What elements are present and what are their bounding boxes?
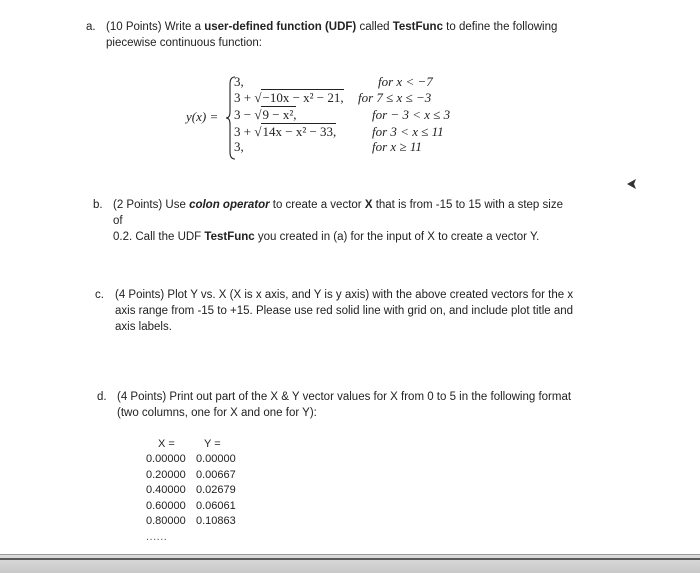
- equation-expr: 3,: [234, 74, 244, 89]
- window-edge-line: [0, 558, 700, 560]
- question-b-label: b.: [93, 199, 103, 211]
- output-table-header: [146, 437, 236, 452]
- equation-expr: 3 +: [234, 124, 255, 139]
- question-b-text: 0.2. Call the UDF: [113, 231, 205, 243]
- y-value: 0.00000: [196, 453, 236, 465]
- question-a-text: (10 Points) Write a: [106, 21, 205, 33]
- window-bottom-edge: [0, 554, 700, 573]
- testfunc-term: TestFunc: [392, 21, 443, 33]
- equation-cond-4: for 3 < x ≤ 11: [372, 124, 444, 139]
- equation-cond-2: for 7 ≤ x ≤ −3: [358, 90, 432, 105]
- x-value: 0.40000: [146, 484, 186, 496]
- table-row: [146, 452, 236, 468]
- equation-radicand: −10x − x² − 21,: [262, 90, 344, 105]
- x-value: 0.60000: [146, 499, 186, 512]
- question-a-text: to define the following: [442, 21, 558, 33]
- colon-operator-term: colon operator: [189, 199, 270, 211]
- question-b-text: that is from -15 to 15 with a step size of: [113, 199, 563, 227]
- equation-row-4: [234, 124, 336, 140]
- equation-lhs: y(x) =: [186, 109, 219, 124]
- y-value: 0.00667: [196, 468, 236, 481]
- question-c-line1: (4 Points) Plot Y vs. X (X is x axis, and Y is y axis) with the above created vectors for the x: [115, 289, 574, 301]
- question-c-line3: axis labels.: [115, 321, 172, 333]
- table-ellipsis: ......: [146, 530, 168, 543]
- table-row: [146, 468, 236, 484]
- equation-radicand: 9 − x²,: [262, 107, 297, 122]
- question-a: [86, 19, 566, 51]
- equation-cond-3: for − 3 < x ≤ 3: [372, 107, 451, 122]
- testfunc-term: TestFunc: [204, 231, 255, 243]
- question-b-line1: [113, 197, 573, 229]
- output-table: [146, 437, 236, 545]
- equation-row-5: [234, 139, 244, 155]
- y-value: 0.10863: [196, 515, 236, 527]
- question-b-text: to create a vector: [269, 199, 365, 211]
- equation-row-3: [234, 107, 296, 123]
- table-row: [146, 514, 236, 530]
- mouse-cursor-icon: [626, 178, 638, 190]
- x-value: 0.80000: [146, 515, 186, 527]
- sqrt-symbol: √: [254, 124, 262, 139]
- equation-radicand: 14x − x² − 33,: [262, 124, 337, 139]
- equation-row-1: [234, 74, 244, 90]
- y-value: 0.02679: [196, 484, 236, 496]
- vector-x-term: X: [364, 199, 373, 211]
- udf-term: user-defined function (UDF): [204, 21, 357, 33]
- question-d-line2: (two columns, one for X and one for Y):: [117, 407, 317, 419]
- question-b-line2: [113, 229, 573, 245]
- question-d: [97, 389, 577, 421]
- header-y: Y =: [204, 438, 221, 450]
- sqrt-symbol: √: [254, 90, 262, 105]
- question-b-text: (2 Points) Use: [113, 199, 190, 211]
- sqrt-symbol: √: [254, 107, 262, 122]
- question-d-label: d.: [97, 391, 107, 403]
- equation-expr: 3 +: [234, 90, 255, 105]
- equation-cond-1: for x < −7: [378, 74, 433, 89]
- equation-cond-5: for x ≥ 11: [372, 139, 422, 154]
- question-b-text: you created in (a) for the input of X to create a vector Y.: [254, 231, 540, 243]
- x-value: 0.00000: [146, 453, 186, 465]
- y-value: 0.06061: [196, 499, 236, 512]
- question-d-line1: (4 Points) Print out part of the X & Y vector values for X from 0 to 5 in the following format: [117, 391, 572, 403]
- question-a-line1: [106, 19, 566, 35]
- question-b: [93, 197, 573, 245]
- table-row: [146, 499, 236, 515]
- header-x: X =: [158, 438, 175, 450]
- equation-expr: 3,: [234, 139, 244, 154]
- question-a-line2: piecewise continuous function:: [106, 37, 262, 49]
- piecewise-equation: [186, 74, 486, 160]
- x-value: 0.20000: [146, 468, 186, 481]
- question-a-text: called: [356, 21, 393, 33]
- equation-expr: 3 −: [234, 107, 255, 122]
- table-row: [146, 483, 236, 499]
- question-c-line2: axis range from -15 to +15. Please use red solid line with grid on, and include plot title and: [115, 305, 574, 317]
- question-c: [95, 287, 575, 335]
- question-c-label: c.: [95, 289, 104, 301]
- equation-row-2: [234, 90, 344, 106]
- question-a-label: a.: [86, 21, 96, 33]
